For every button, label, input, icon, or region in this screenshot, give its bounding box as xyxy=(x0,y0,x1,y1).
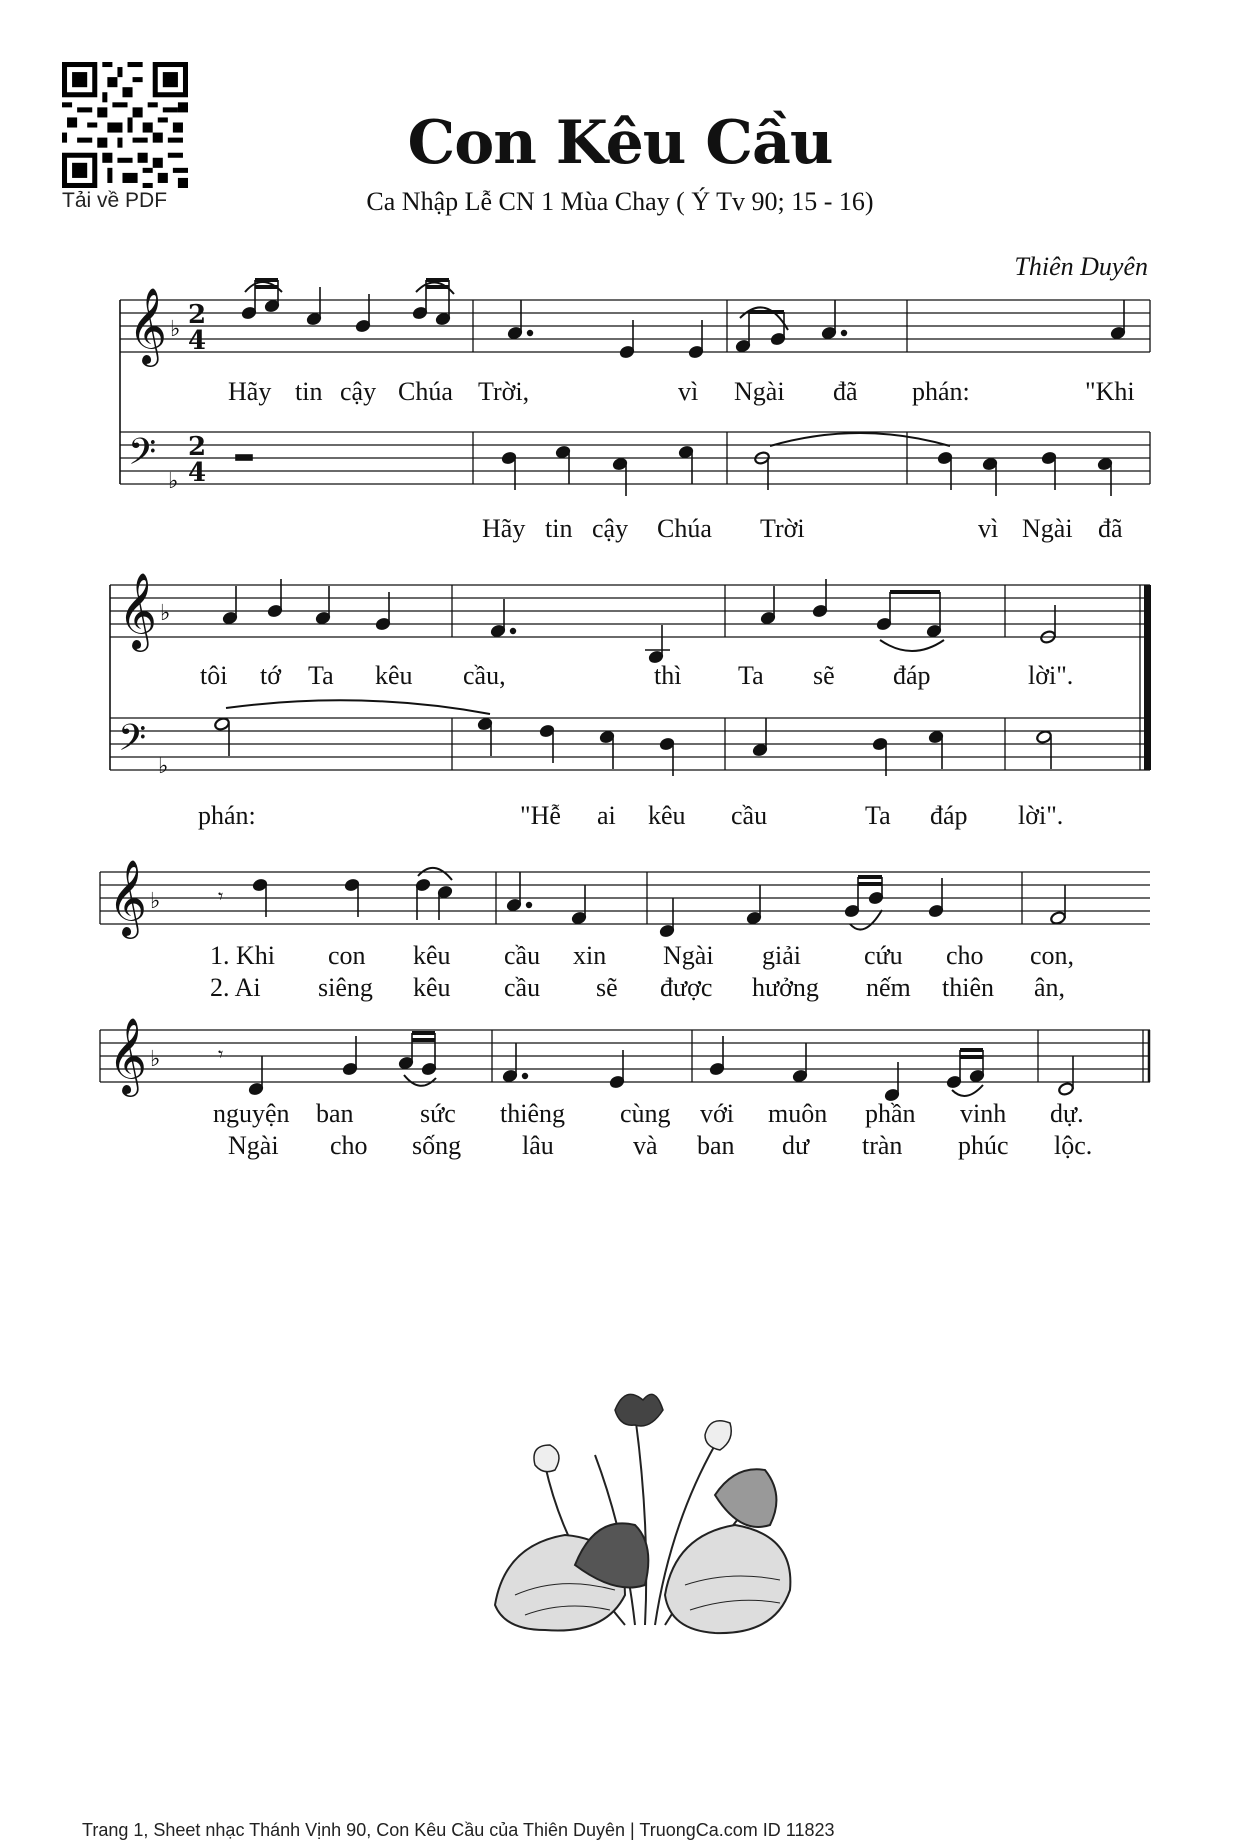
svg-text:♭: ♭ xyxy=(150,1047,161,1072)
lyric-syllable: lời". xyxy=(1028,661,1074,690)
verse-1-syllable: 1. Khi xyxy=(210,941,275,970)
lyric-syllable: Hãy xyxy=(228,377,272,406)
lyric-syllable: ai xyxy=(597,801,616,830)
verse-1-syllable: vinh xyxy=(960,1099,1007,1128)
lyric-syllable: đáp xyxy=(930,801,968,830)
lyric-syllable: Ta xyxy=(865,801,891,830)
lyric-syllable: phán: xyxy=(912,377,970,406)
lyric-syllable: thì xyxy=(654,661,682,690)
bass-clef-icon: 𝄢 xyxy=(128,431,157,482)
verse-2-syllable: sẽ xyxy=(596,973,618,1002)
verse-1-syllable: ban xyxy=(316,1099,354,1128)
verse-2-syllable: phúc xyxy=(958,1131,1009,1160)
treble-clef-icon: 𝄞 xyxy=(108,859,148,936)
lyric-syllable: vì xyxy=(978,514,999,543)
lyric-syllable: đáp xyxy=(893,661,931,690)
verse-2-syllable: siêng xyxy=(318,973,373,1002)
verse-1-syllable: nguyện xyxy=(213,1099,290,1128)
lyric-syllable: tôi xyxy=(200,661,228,690)
verse-1-syllable: cùng xyxy=(620,1099,671,1128)
lyric-syllable: vì xyxy=(678,377,699,406)
verse-2-syllable: cầu xyxy=(504,973,541,1002)
verse-2-syllable: nếm xyxy=(866,973,911,1002)
svg-text:♭: ♭ xyxy=(150,889,161,914)
svg-text:♭: ♭ xyxy=(158,754,169,779)
verse-1-syllable: con, xyxy=(1030,941,1075,970)
lyric-syllable: tin xyxy=(295,377,323,406)
verse-2-syllable: Ngài xyxy=(228,1131,279,1160)
verse-2-syllable: 2. Ai xyxy=(210,973,261,1002)
verse-2-syllable: tràn xyxy=(862,1131,903,1160)
verse-1-syllable: phần xyxy=(865,1099,916,1128)
lyric-syllable: đã xyxy=(833,377,858,406)
download-pdf-link[interactable]: Tải về PDF xyxy=(62,189,168,212)
song-subtitle: Ca Nhập Lễ CN 1 Mùa Chay ( Ý Tv 90; 15 - 16) xyxy=(366,187,874,216)
verse-2-syllable: ân, xyxy=(1034,973,1066,1002)
verse-1-syllable: dự. xyxy=(1050,1099,1084,1128)
lyric-syllable: "Hễ xyxy=(520,801,561,830)
svg-text:♭: ♭ xyxy=(160,601,171,626)
staff-system-2-bass xyxy=(110,718,1150,770)
verse-1-syllable: con xyxy=(328,941,366,970)
verse-1-syllable: xin xyxy=(573,941,607,970)
lyric-syllable: tớ xyxy=(260,661,281,690)
treble-clef-icon: 𝄞 xyxy=(118,572,158,649)
verse-1-syllable: Ngài xyxy=(663,941,714,970)
lyric-syllable: cậy xyxy=(592,514,629,543)
verse-2-syllable: hưởng xyxy=(752,973,819,1002)
lyric-syllable: tin xyxy=(545,514,573,543)
lyric-syllable: kêu xyxy=(375,661,413,690)
verse-1-syllable: sức xyxy=(420,1099,456,1128)
lyric-syllable: Ngài xyxy=(1022,514,1073,543)
lyric-syllable: Chúa xyxy=(398,377,453,406)
lyric-syllable: Chúa xyxy=(657,514,712,543)
staff-system-2-treble xyxy=(110,585,1150,637)
svg-text:4: 4 xyxy=(188,326,207,356)
lyric-syllable: Trời, xyxy=(478,377,530,406)
composer-name: Thiên Duyên xyxy=(1014,252,1148,281)
verse-2-syllable: thiên xyxy=(942,973,994,1002)
lyric-syllable: lời". xyxy=(1018,801,1064,830)
verse-1-syllable: với xyxy=(700,1099,734,1128)
verse-2-syllable: sống xyxy=(412,1131,462,1160)
svg-text:4: 4 xyxy=(188,458,207,488)
lyric-syllable: kêu xyxy=(648,801,686,830)
lyric-syllable: sẽ xyxy=(813,661,835,690)
svg-text:2: 2 xyxy=(188,300,207,330)
staff-system-4 xyxy=(100,1030,1150,1082)
verse-2-syllable: kêu xyxy=(413,973,451,1002)
verse-1-syllable: giải xyxy=(762,941,801,970)
lyric-syllable: Ta xyxy=(308,661,334,690)
song-title: Con Kêu Cầu xyxy=(407,108,833,178)
verse-2-syllable: ban xyxy=(697,1131,735,1160)
lyric-syllable: cầu xyxy=(731,801,768,830)
lyric-syllable: Trời xyxy=(760,514,805,543)
lyric-syllable: cầu, xyxy=(463,661,506,690)
treble-clef-icon: 𝄞 xyxy=(108,1017,148,1094)
bass-clef-icon: 𝄢 xyxy=(118,717,147,768)
verse-2-syllable: lộc. xyxy=(1054,1131,1093,1160)
svg-text:𝄾: 𝄾 xyxy=(218,884,224,908)
verse-1-syllable: thiêng xyxy=(500,1099,565,1128)
verse-2-syllable: dư xyxy=(782,1131,810,1160)
verse-1-syllable: cho xyxy=(946,941,984,970)
verse-1-syllable: muôn xyxy=(768,1099,828,1128)
lyric-syllable: Ta xyxy=(738,661,764,690)
violet-illustration-icon xyxy=(485,1375,805,1645)
footer-text: Trang 1, Sheet nhạc Thánh Vịnh 90, Con Kêu Cầu của Thiên Duyên | TruongCa.com ID 11823 xyxy=(82,1820,835,1840)
verse-1-syllable: cầu xyxy=(504,941,541,970)
treble-clef-icon: 𝄞 xyxy=(128,287,168,364)
svg-text:2: 2 xyxy=(188,432,207,462)
verse-1-syllable: kêu xyxy=(413,941,451,970)
staff-system-3 xyxy=(100,872,1150,924)
lyric-syllable: cậy xyxy=(340,377,377,406)
verse-1-syllable: cứu xyxy=(864,941,903,970)
lyric-syllable: Ngài xyxy=(734,377,785,406)
svg-text:♭: ♭ xyxy=(168,469,179,494)
verse-2-syllable: và xyxy=(633,1131,658,1160)
lyric-syllable: phán: xyxy=(198,801,256,830)
verse-2-syllable: được xyxy=(660,973,713,1002)
lyric-syllable: Hãy xyxy=(482,514,526,543)
verse-2-syllable: cho xyxy=(330,1131,368,1160)
time-signature-2-4 xyxy=(188,300,206,488)
verse-2-syllable: lâu xyxy=(522,1131,554,1160)
lyric-syllable: "Khi xyxy=(1085,377,1135,406)
lyric-syllable: đã xyxy=(1098,514,1123,543)
svg-text:𝄾: 𝄾 xyxy=(218,1042,224,1066)
svg-text:♭: ♭ xyxy=(170,317,181,342)
